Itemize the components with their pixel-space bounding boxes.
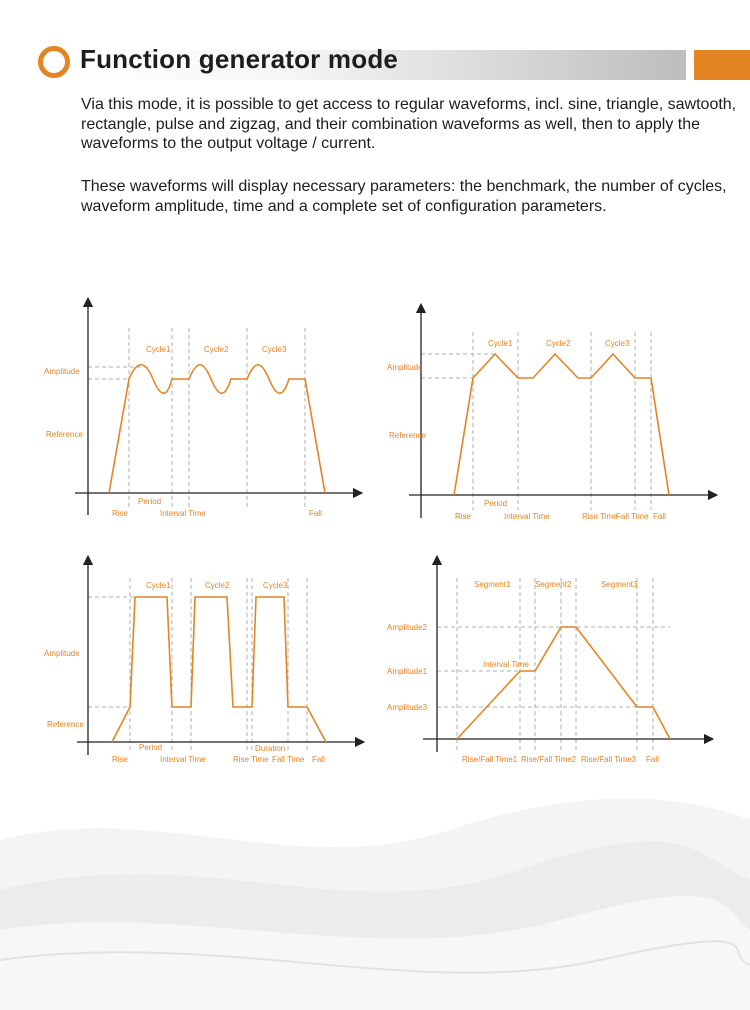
label-rise-time: Rise Time [582,512,618,521]
label-amplitude: Amplitude [44,367,80,376]
label-amplitude1: Amplitude1 [387,667,428,676]
label-interval-time: Interval Time [160,755,206,764]
section-header [0,40,750,90]
label-cycle1: Cycle1 [146,581,171,590]
pulse-waveform-line [112,597,326,742]
label-cycle2: Cycle2 [205,581,230,590]
sine-waveform-line [109,365,325,493]
label-rise: Rise [455,512,472,521]
label-period: Period [138,497,162,506]
label-cycle3: Cycle3 [263,581,288,590]
segment-waveform-diagram [365,550,750,770]
label-rise-fall-time2: Rise/Fall Time2 [521,755,577,764]
label-interval-time: Interval Time [483,660,529,669]
label-duration: Duration [255,744,286,753]
label-fall: Fall [646,755,659,764]
label-period: Period [139,743,163,752]
label-rise: Rise [112,509,129,518]
label-segment3: Segment3 [601,580,638,589]
label-fall: Fall [309,509,322,518]
intro-paragraph-1: Via this mode, it is possible to get access to regular waveforms, incl. sine, triangle, sawtooth, rectangle, pulse and zigzag, and their combination waveforms as well, then to apply the waveforms to the output voltage / current. [81,96,737,152]
label-cycle1: Cycle1 [146,345,171,354]
label-cycle1: Cycle1 [488,339,513,348]
sine-waveform-diagram [20,290,365,530]
intro-paragraph-2: These waveforms will display necessary parameters: the benchmark, the number of cycles, waveform amplitude, time and a complete set of configuration parameters. [81,178,727,215]
label-segment2: Segment2 [535,580,572,589]
label-reference: Reference [389,431,426,440]
label-cycle2: Cycle2 [546,339,571,348]
label-amplitude2: Amplitude2 [387,623,428,632]
label-rise-fall-time1: Rise/Fall Time1 [462,755,518,764]
page-title: Function generator mode [80,44,399,74]
label-amplitude: Amplitude [387,363,423,372]
label-amplitude: Amplitude [44,649,80,658]
label-interval-time: Interval Time [160,509,206,518]
triangle-waveform-line [454,354,669,495]
label-fall: Fall [312,755,325,764]
guide-lines [88,328,305,508]
circle-bullet-icon [38,46,70,78]
label-cycle2: Cycle2 [204,345,229,354]
label-rise-fall-time3: Rise/Fall Time3 [581,755,637,764]
label-fall-time: Fall Time [616,512,649,521]
label-interval-time: Interval Time [504,512,550,521]
label-reference: Reference [46,430,83,439]
pulse-waveform-diagram [20,550,365,770]
label-cycle3: Cycle3 [605,339,630,348]
label-fall-time: Fall Time [272,755,305,764]
label-rise: Rise [112,755,129,764]
label-cycle3: Cycle3 [262,345,287,354]
label-reference: Reference [47,720,84,729]
label-rise-time: Rise Time [233,755,269,764]
segment-waveform-line [457,627,670,739]
background-wave-decoration [0,760,750,1010]
label-period: Period [484,499,508,508]
label-amplitude3: Amplitude3 [387,703,428,712]
triangle-waveform-diagram [365,290,750,530]
label-segment1: Segment1 [474,580,511,589]
label-fall: Fall [653,512,666,521]
accent-block [694,50,750,80]
